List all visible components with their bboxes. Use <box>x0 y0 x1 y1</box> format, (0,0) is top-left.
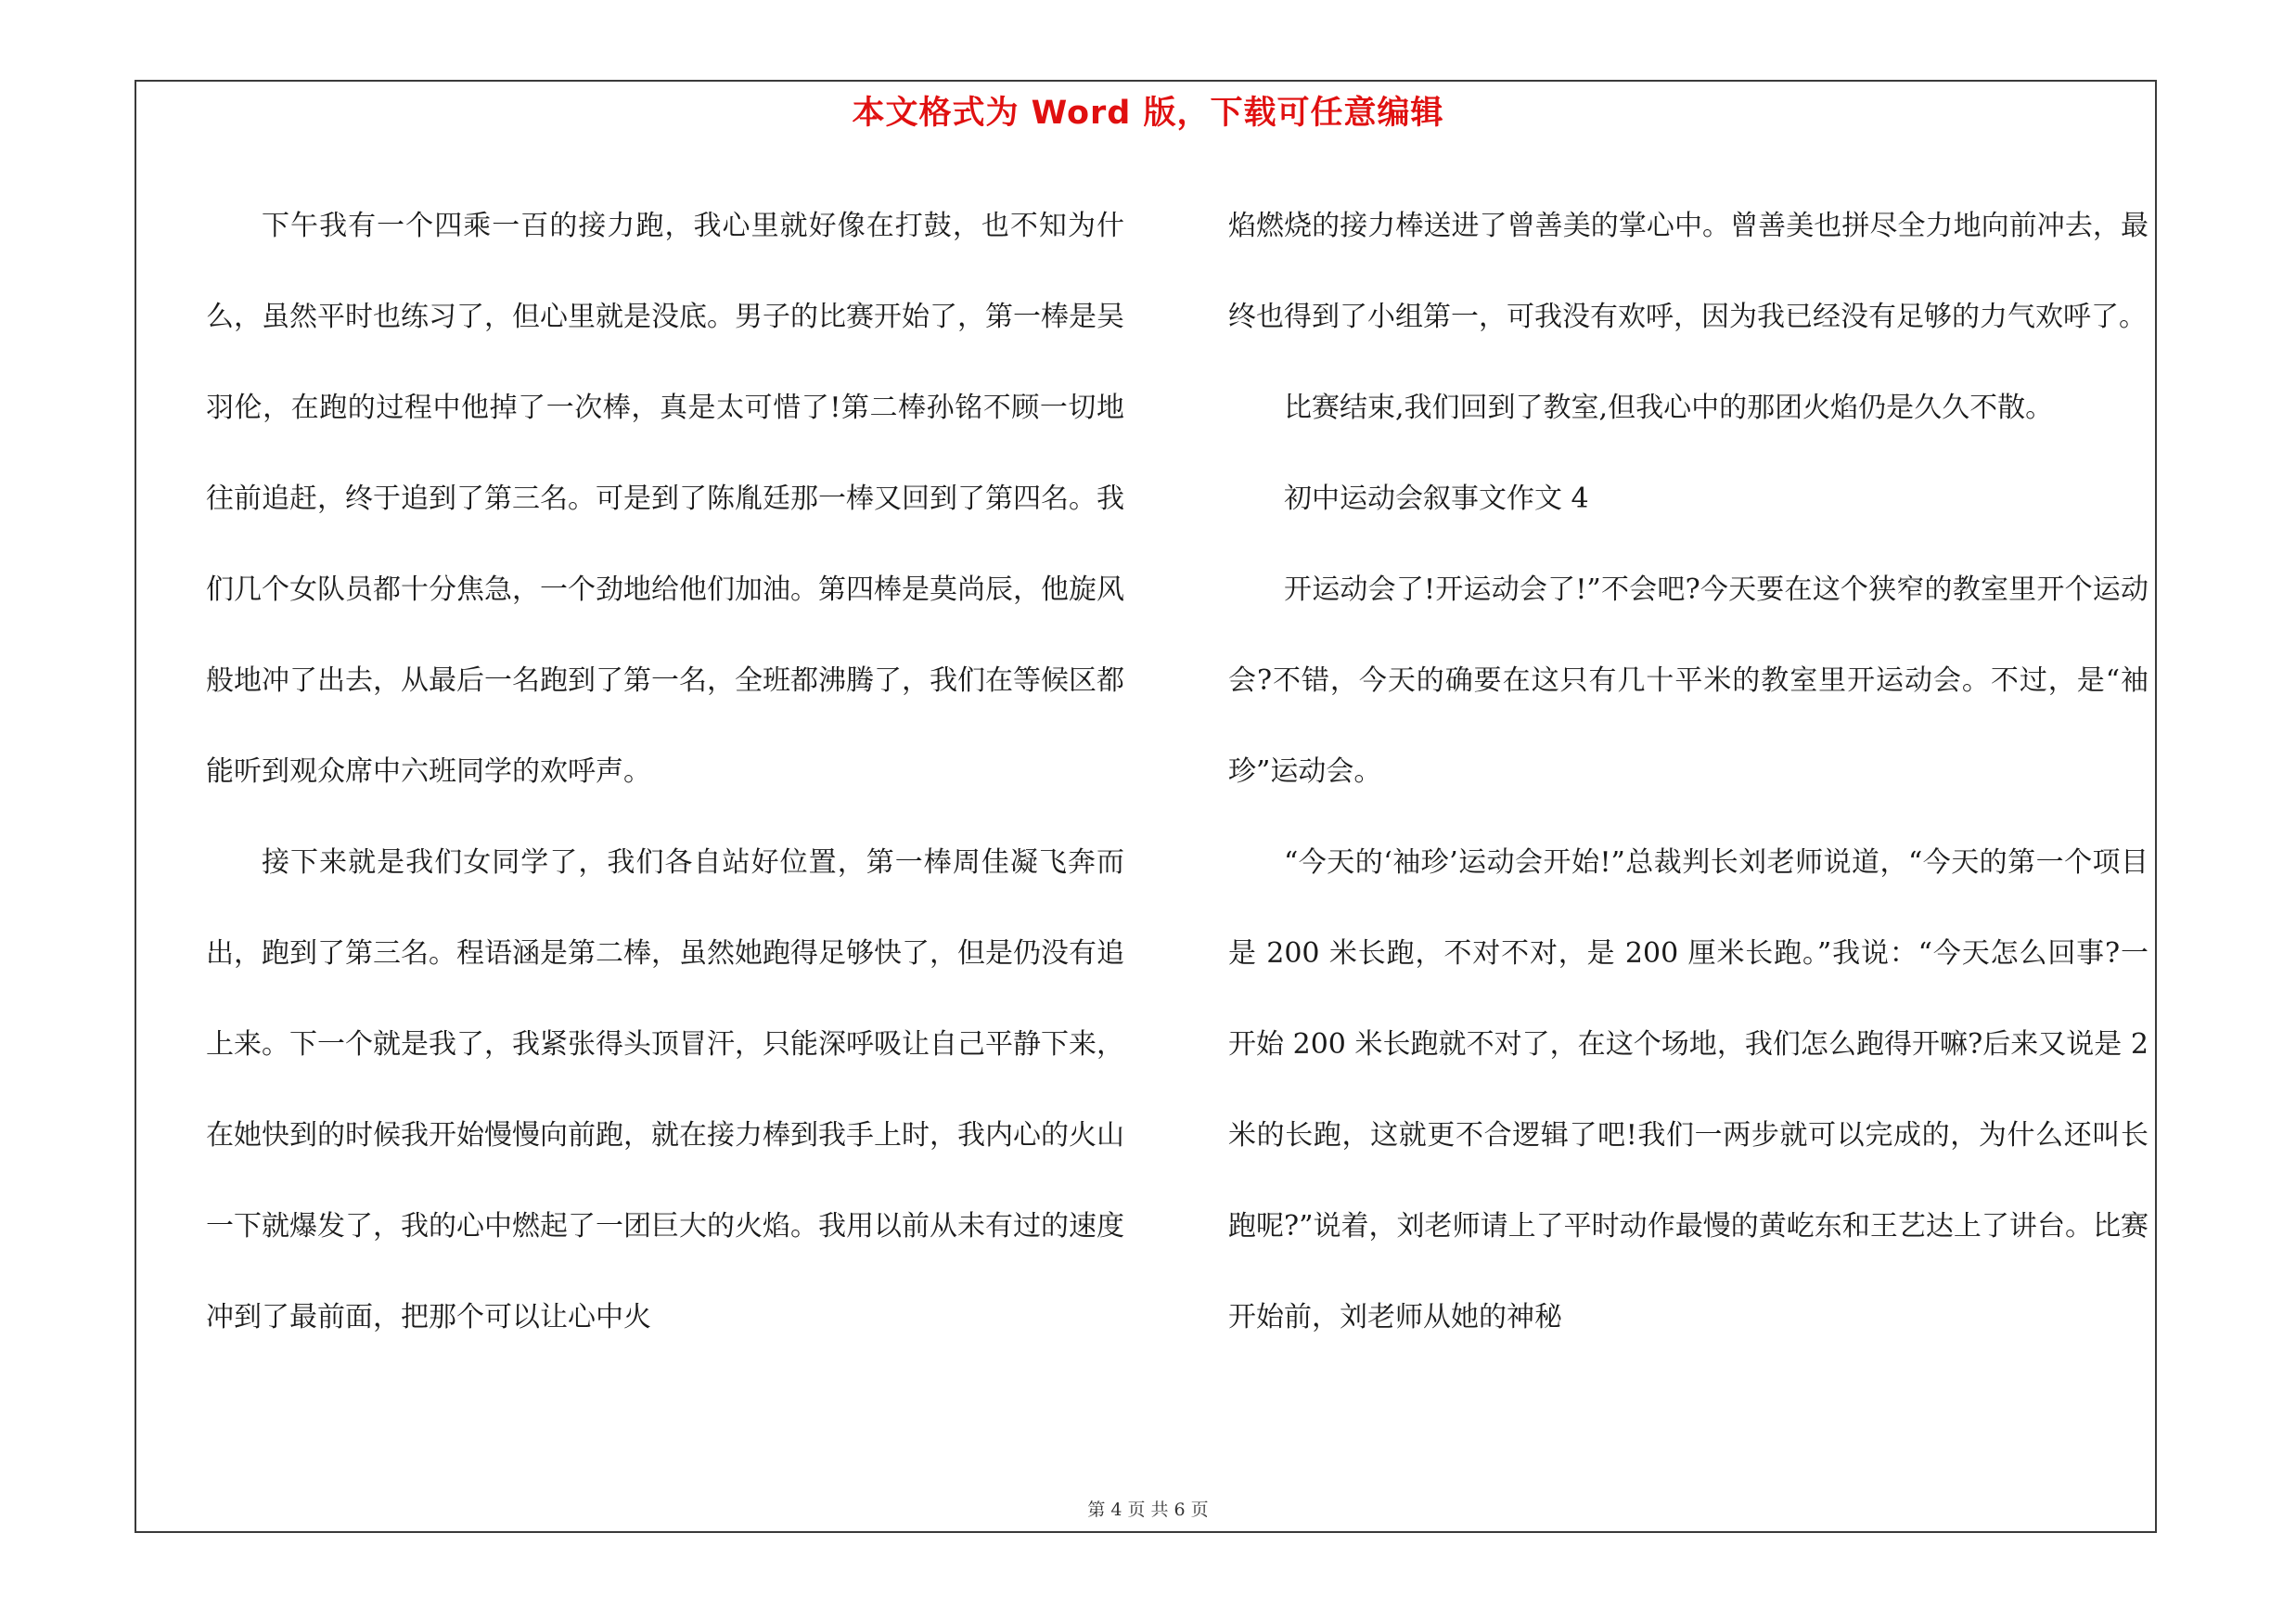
paragraph: 下午我有一个四乘一百的接力跑，我心里就好像在打鼓，也不知为什么，虽然平时也练习了，但心里就是没底。男子的比赛开始了，第一棒是吴羽伦，在跑的过程中他掉了一次棒，真是太可惜了!第二棒孙铭不顾一切地往前追赶，终于追到了第三名。可是到了陈胤廷那一棒又回到了第四名。我们几个女队员都十分焦急，一个劲地给他们加油。第四棒是莫尚辰，他旋风般地冲了出去，从最后一名跑到了第一名，全班都沸腾了，我们在等候区都能听到观众席中六班同学的欢呼声。 <box>206 210 1124 788</box>
paragraph-continuation: 焰燃烧的接力棒送进了曾善美的掌心中。曾善美也拼尽全力地向前冲去，最终也得到了小组第一，可我没有欢呼，因为我已经没有足够的力气欢呼了。 <box>1228 210 2148 333</box>
left-column <box>206 181 1124 1363</box>
paragraph: 比赛结束,我们回到了教室,但我心中的那团火焰仍是久久不散。 <box>1284 392 2054 424</box>
paragraph: 开运动会了!开运动会了!”不会吧?今天要在这个狭窄的教室里开个运动会?不错，今天的确要在这只有几十平米的教室里开运动会。不过，是“袖珍”运动会。 <box>1228 573 2148 788</box>
word-format-banner: 本文格式为 Word 版，下载可任意编辑 <box>852 95 1444 132</box>
page-number: 第 4 页 共 6 页 <box>1087 1500 1209 1520</box>
section-heading: 初中运动会叙事文作文 4 <box>1284 483 1589 515</box>
paragraph: “今天的‘袖珍’运动会开始!”总裁判长刘老师说道，“今天的第一个项目是 200 米长跑，不对不对，是 200 厘米长跑。”我说：“今天怎么回事?一开始 200 米长跑就不对了，在这个场地，我们怎么跑得开嘛?后来又说是 2 米的长跑，这就更不合逻辑了吧!我们一两步就可以完成的，为什么还叫长跑呢?”说着，刘老师请上了平时动作最慢的黄屹东和王艺达上了讲台。比赛开始前，刘老师从她的神秘 <box>1228 846 2148 1333</box>
paragraph: 接下来就是我们女同学了，我们各自站好位置，第一棒周佳凝飞奔而出，跑到了第三名。程语涵是第二棒，虽然她跑得足够快了，但是仍没有追上来。下一个就是我了，我紧张得头顶冒汗，只能深呼吸让自己平静下来，在她快到的时候我开始慢慢向前跑，就在接力棒到我手上时，我内心的火山一下就爆发了，我的心中燃起了一团巨大的火焰。我用以前从未有过的速度冲到了最前面，把那个可以让心中火 <box>206 846 1124 1333</box>
right-column <box>1228 181 2148 1363</box>
